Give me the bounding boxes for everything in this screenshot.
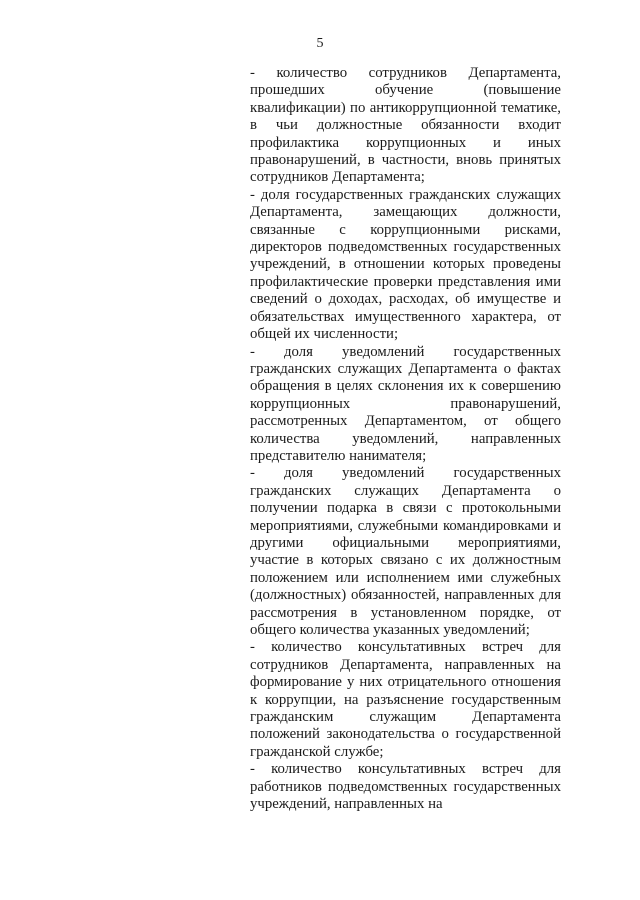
list-item: - количество сотрудников Департамента, прошедших обучение (повышение квалификации) по антикоррупционной тематике, в чьи должностные обязанности входит профилактика коррупционных и иных правонарушений, в частности, вновь принятых сотрудников Департамента; [250, 65, 561, 186]
list-item: - количество консультативных встреч для сотрудников Департамента, направленных на формирование у них отрицательного отношения к коррупции, на разъяснение государственным гражданским служащим Департамента положений законодательства о государственной гражданской службе; [250, 639, 561, 760]
list-item: - доля уведомлений государственных гражданских служащих Департамента о фактах обращения в целях склонения их к совершению коррупционных правонарушений, рассмотренных Департаментом, от общего количества уведомлений, направленных представителю нанимателя; [250, 343, 561, 464]
list-item: - доля уведомлений государственных гражданских служащих Департамента о получении подарка в связи с протокольными мероприятиями, служебными командировками и другими официальными мероприятиями, участие в которых связано с их должностным положением или исполнением ими служебных (должностных) обязанностей, направленных для рассмотрения в установленном порядке, от общего количества указанных уведомлений; [250, 465, 561, 638]
list-item: - доля государственных гражданских служащих Департамента, замещающих должности, связанные с коррупционными рисками, директоров подведомственных государственных учреждений, в отношении которых проведены профилактические проверки представления ими сведений о доходах, расходах, об имуществе и обязательствах имущественного характера, от общей их численности; [250, 186, 561, 343]
page-number: 5 [316, 36, 324, 51]
document-body [250, 65, 561, 813]
list-item: - количество консультативных встреч для работников подведомственных государственных учреждений, направленных на [250, 761, 561, 813]
